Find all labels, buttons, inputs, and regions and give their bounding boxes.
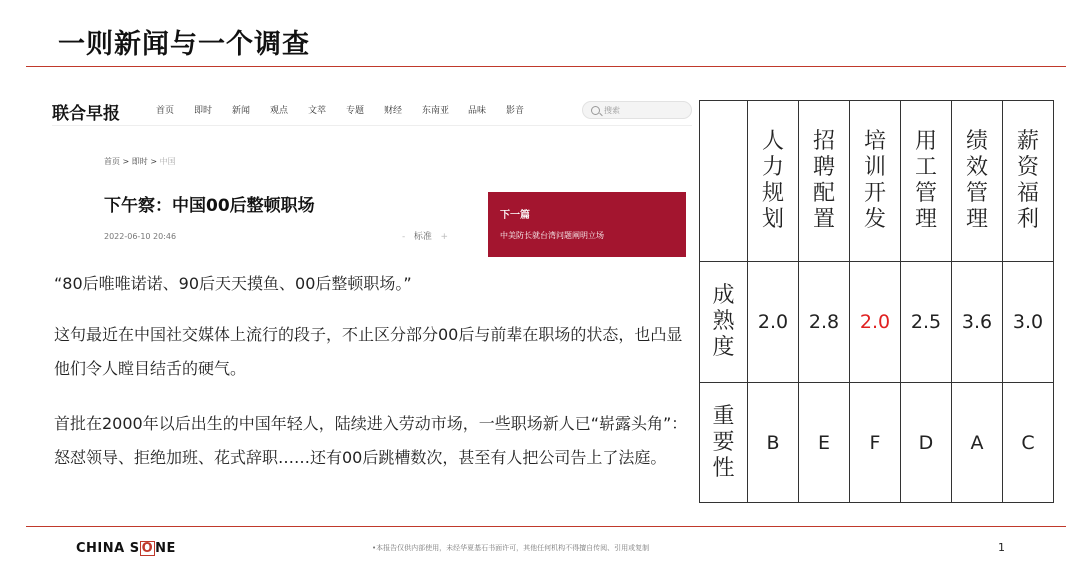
next-article-label: 下一篇 [500,210,530,221]
article-headline: 下午察：中国00后整顿职场 [104,196,315,216]
nav-item-digest[interactable]: 文萃 [308,106,327,116]
paragraph-1: 这句最近在中国社交媒体上流行的段子，不止区分部分00后与前辈在职场的状态，也凸显他们令人瞠目结舌的硬气。 [54,325,683,378]
slide-title: 一则新闻与一个调查 [58,29,310,60]
breadcrumb-sep: > [150,157,158,166]
column-header: 招 聘 配 置 [799,101,850,262]
nav-item-news[interactable]: 新闻 [232,106,251,116]
news-nav [156,103,544,116]
table-cell: 2.5 [901,262,952,383]
table-row [700,262,1054,383]
column-header: 人 力 规 划 [748,101,799,262]
nav-item-finance[interactable]: 财经 [384,106,403,116]
search-icon [591,106,600,115]
page-number: 1 [998,541,1005,554]
column-header: 薪 资 福 利 [1003,101,1054,262]
breadcrumb-instant[interactable]: 即时 [131,157,148,166]
news-divider [52,125,692,126]
row-header: 成 熟 度 [700,262,748,383]
nav-item-special[interactable]: 专题 [346,106,365,116]
next-article-card[interactable] [488,192,686,257]
nav-item-video[interactable]: 影音 [506,106,525,116]
font-size-label: 标准 [413,232,432,242]
table-corner [700,101,748,262]
table-cell: 3.6 [952,262,1003,383]
search-input[interactable] [582,101,692,119]
footer-disclaimer: •本报告仅供内部使用，未经华夏基石书面许可，其他任何机构不得擅自传阅、引用或复制 [372,544,650,552]
china-stone-logo: CHINA S O NE [76,541,176,556]
nav-item-instant[interactable]: 即时 [194,106,213,116]
article-date: 2022-06-10 20:46 [104,232,177,241]
paragraph-2: 首批在2000年以后出生的中国年轻人，陆续进入劳动市场，一些职场新人已“崭露头角”：怒怼领导、拒绝加班、花式辞职……还有00后跳槽数次，甚至有人把公司告上了法庭。 [54,414,688,467]
title-divider [26,66,1066,67]
breadcrumb-current[interactable]: 中国 [159,157,176,166]
table-cell: C [1003,383,1054,503]
font-increase-button[interactable]: + [440,232,448,242]
font-size-control [402,229,448,242]
table-cell: 2.8 [799,262,850,383]
news-screenshot [52,95,692,265]
breadcrumb-home[interactable]: 首页 [104,157,120,166]
footer-divider [26,526,1066,527]
quote-text: “80后唯唯诺诺、90后天天摸鱼、00后整顿职场。” [54,274,412,293]
table-cell: D [901,383,952,503]
breadcrumb [104,156,176,167]
table-cell-highlight: 2.0 [850,262,901,383]
font-decrease-button[interactable]: - [402,232,406,242]
table-cell: E [799,383,850,503]
nav-item-sea[interactable]: 东南亚 [422,106,450,116]
table-cell: 3.0 [1003,262,1054,383]
next-article-title[interactable]: 中美防长就台湾问题阐明立场 [500,231,604,240]
column-header: 培 训 开 发 [850,101,901,262]
nav-item-home[interactable]: 首页 [156,106,175,116]
table-cell: F [850,383,901,503]
zaobao-logo: 联合早报 [52,104,120,124]
table-cell: 2.0 [748,262,799,383]
row-header: 重 要 性 [700,383,748,503]
table-cell: B [748,383,799,503]
nav-item-opinion[interactable]: 观点 [270,106,289,116]
breadcrumb-sep: > [122,157,130,166]
nav-item-lifestyle[interactable]: 品味 [468,106,487,116]
table-row [700,383,1054,503]
table-cell: A [952,383,1003,503]
search-placeholder: 搜索 [604,105,620,115]
column-header: 用 工 管 理 [901,101,952,262]
survey-table [699,100,1054,503]
column-header: 绩 效 管 理 [952,101,1003,262]
